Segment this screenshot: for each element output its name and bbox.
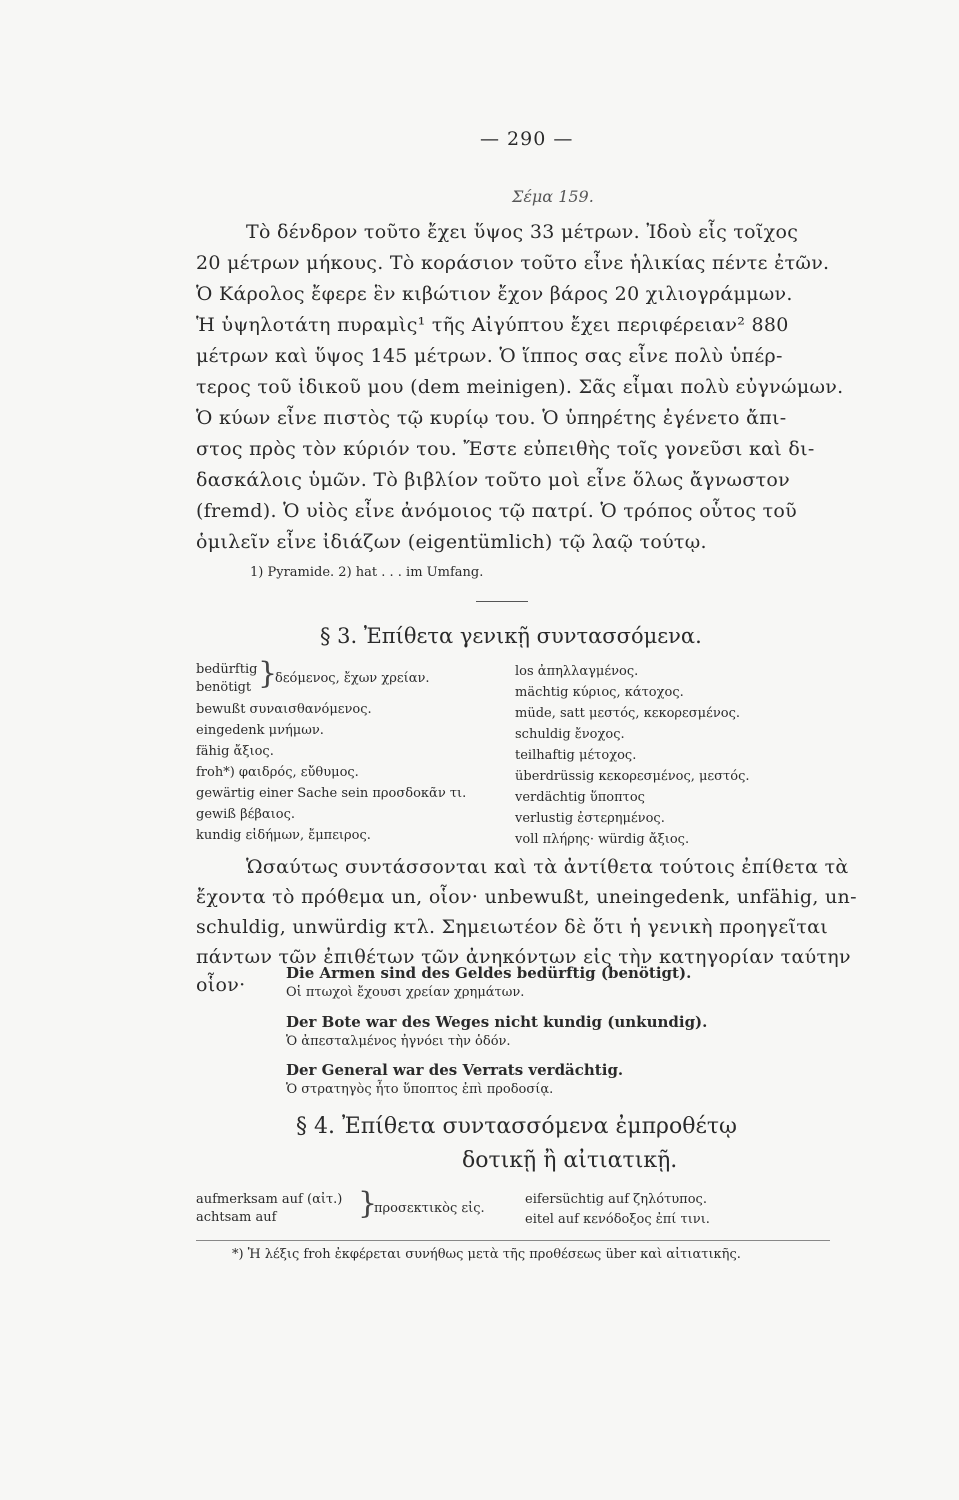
vocab-item: verlustig ἐστερημένος. <box>515 811 665 826</box>
example-greek: Ὁ ἀπεσταλμένος ἠγνόει τὴν ὁδόν. <box>286 1034 511 1049</box>
text-line: ὁμιλεῖν εἶνε ἰδιάζων (eigentümlich) τῷ λαῷ τούτῳ. <box>196 531 707 553</box>
text-line: στος πρὸς τὸν κύριόν του. Ἔστε εὐπειθὴς τοῖς γονεῦσι καὶ δι- <box>196 438 815 460</box>
vocab-item: eifersüchtig auf ζηλότυπος. <box>525 1192 707 1207</box>
vocab-item: bewußt συναισθανόμενος. <box>196 702 372 717</box>
text-line: οἷον· <box>196 974 246 996</box>
vocab-item: aufmerksam auf (αἰτ.) <box>196 1192 343 1207</box>
text-line: δασκάλοις ὑμῶν. Τὸ βιβλίον τοῦτο μοὶ εἶνε ὅλως ἄγνωστον <box>196 469 791 491</box>
vocab-item: teilhaftig μέτοχος. <box>515 748 637 763</box>
brace-word: benötigt <box>196 680 252 695</box>
example-greek: Ὁ στρατηγὸς ἦτο ὕποπτος ἐπὶ προδοσίᾳ. <box>286 1082 554 1097</box>
example-greek: Οἱ πτωχοὶ ἔχουσι χρείαν χρημάτων. <box>286 985 525 1000</box>
exercise-label: Σέμα 159. <box>512 187 594 206</box>
vocab-item: verdächtig ὕποπτος <box>515 790 645 805</box>
section-heading: § 3. Ἐπίθετα γενικῇ συντασσόμενα. <box>320 624 702 648</box>
example-german: Der Bote war des Weges nicht kundig (unkundig). <box>286 1013 708 1031</box>
vocab-item: los ἀπηλλαγμένος. <box>515 664 639 679</box>
vocab-item: eingedenk μνήμων. <box>196 723 324 738</box>
text-line: Τὸ δένδρον τοῦτο ἔχει ὕψος 33 μέτρων. Ἰδοὺ εἷς τοῖχος <box>246 221 799 243</box>
footnote: *) Ἡ λέξις froh ἐκφέρεται συνήθως μετὰ τῆς προθέσεως über καὶ αἰτιατικῆς. <box>232 1247 741 1262</box>
text-line: Ὡσαύτως συντάσσονται καὶ τὰ ἀντίθετα τούτοις ἐπίθετα τὰ <box>246 856 849 878</box>
vocab-item: überdrüssig κεκορεσμένος, μεστός. <box>515 769 750 784</box>
brace-meaning: δεόμενος, ἔχων χρείαν. <box>275 671 430 686</box>
text-line: Ἡ ὑψηλοτάτη πυραμὶς¹ τῆς Αἰγύπτου ἔχει περιφέρειαν² 880 <box>196 314 789 336</box>
vocab-item: eitel auf κενόδοξος ἐπί τινι. <box>525 1212 710 1227</box>
vocab-item: froh*) φαιδρός, εὔθυμος. <box>196 765 359 780</box>
divider <box>476 601 528 602</box>
footnote: 1) Pyramide. 2) hat . . . im Umfang. <box>250 565 484 580</box>
text-line: τερος τοῦ ἰδικοῦ μου (dem meinigen). Σᾶς εἶμαι πολὺ εὐγνώμων. <box>196 376 844 398</box>
text-line: ἔχοντα τὸ πρόθεμα un, οἷον· unbewußt, uneingedenk, unfähig, un- <box>196 886 857 908</box>
example-german: Der General war des Verrats verdächtig. <box>286 1061 624 1079</box>
vocab-item: fähig ἄξιος. <box>196 744 274 759</box>
page-number: — 290 — <box>480 128 574 150</box>
brace-icon: } <box>258 656 278 691</box>
section-heading: § 4. Ἐπίθετα συντασσόμενα ἐμπροθέτῳ <box>296 1114 737 1139</box>
vocab-item: müde, satt μεστός, κεκορεσμένος. <box>515 706 740 721</box>
vocab-item: mächtig κύριος, κάτοχος. <box>515 685 684 700</box>
vocab-item: schuldig ἔνοχος. <box>515 727 625 742</box>
section-heading-line-2: δοτικῇ ἢ αἰτιατικῇ. <box>462 1148 678 1173</box>
vocab-item: gewiß βέβαιος. <box>196 807 295 822</box>
text-line: Ὁ κύων εἶνε πιστὸς τῷ κυρίῳ του. Ὁ ὑπηρέτης ἐγένετο ἄπι- <box>196 407 787 429</box>
vocab-item: kundig εἰδήμων, ἔμπειρος. <box>196 828 371 843</box>
text-line: schuldig, unwürdig κτλ. Σημειωτέον δὲ ὅτι ἡ γενικὴ προηγεῖται <box>196 916 829 938</box>
vocab-item: gewärtig einer Sache sein προσδοκᾶν τι. <box>196 786 467 801</box>
footnote-rule <box>196 1240 830 1241</box>
vocab-item: voll πλήρης· würdig ἄξιος. <box>515 832 690 847</box>
text-line: πάντων τῶν ἐπιθέτων τῶν ἀνηκόντων εἰς τὴν κατηγορίαν ταύτην <box>196 946 851 968</box>
vocab-item: achtsam auf <box>196 1210 277 1225</box>
brace-icon: } <box>358 1186 378 1221</box>
text-line: Ὁ Κάρολος ἔφερε ἓν κιβώτιον ἔχον βάρος 20 χιλιογράμμων. <box>196 283 793 305</box>
brace-word: bedürftig <box>196 662 258 677</box>
text-line: μέτρων καὶ ὕψος 145 μέτρων. Ὁ ἵππος σας εἶνε πολὺ ὑπέρ- <box>196 345 783 367</box>
text-line: (fremd). Ὁ υἱὸς εἶνε ἀνόμοιος τῷ πατρί. Ὁ τρόπος οὗτος τοῦ <box>196 500 798 522</box>
text-line: 20 μέτρων μήκους. Τὸ κοράσιον τοῦτο εἶνε ἡλικίας πέντε ἐτῶν. <box>196 252 830 274</box>
brace-meaning: προσεκτικὸς εἰς. <box>374 1201 485 1216</box>
example-german: Die Armen sind des Geldes bedürftig (benötigt). <box>286 964 692 982</box>
